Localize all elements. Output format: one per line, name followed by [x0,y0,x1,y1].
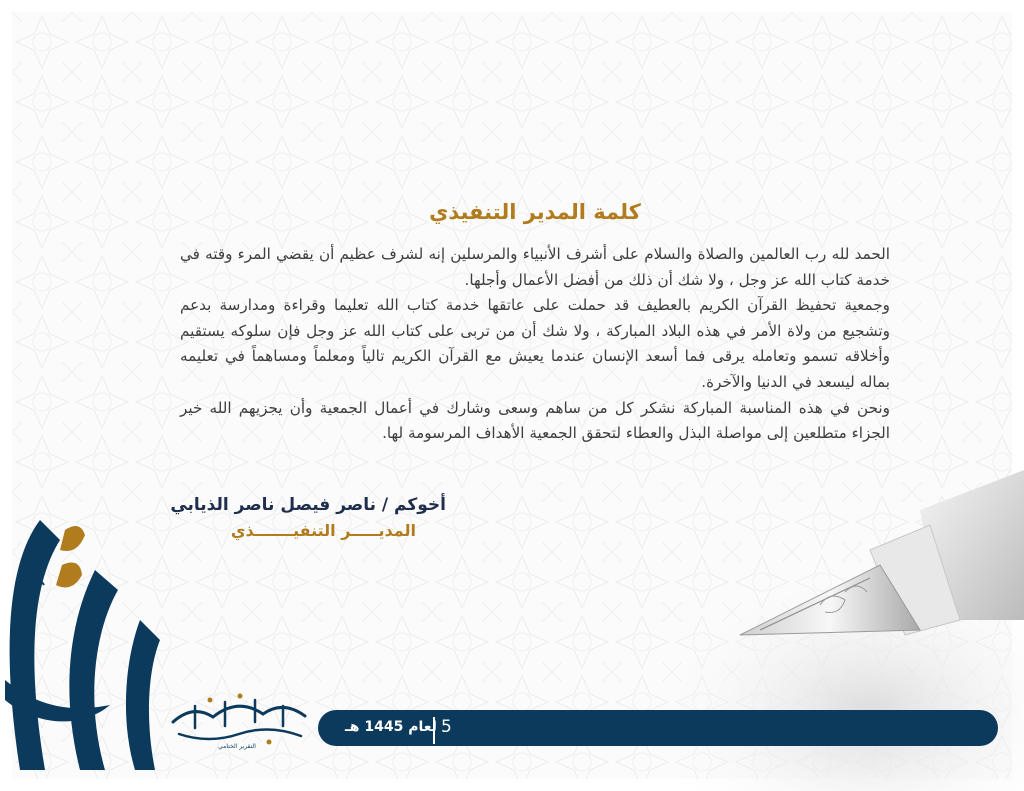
body-paragraph-3: ونحن في هذه المناسبة المباركة نشكر كل من ساهم وسعى وشارك في أعمال الجمعية وأن يجزيهم الله خير الجزاء متطلعين إلى مواصلة البذل والعطاء لتحقق الجمعية الأهداف المرسومة لها. [180,398,890,443]
body-paragraph-1: الحمد لله رب العالمين والصلاة والسلام على أشرف الأنبياء والمرسلين إنه لشرف عظيم أن يقضي المرء وقته في خدمة كتاب الله عز وجل ، ولا شك أن ذلك من أفضل الأعمال وأجلها. [180,245,890,289]
page-title: كلمة المدير التنفيذي [429,200,641,224]
report-year: لعام 1445 هـ [345,719,437,735]
report-logo [165,688,310,750]
body-paragraph-2: وجمعية تحفيظ القرآن الكريم بالعطيف قد حملت على عاتقها خدمة كتاب الله تعليما وقراءة ومدارسة بدعم وتشجيع من ولاة الأمر في هذه البلاد المباركة ، ولا شك أن من تربى على كتاب الله عز وجل فإن سلوكه يستقيم وأخلاقه تسمو وتعامله يرقى فما أسعد الإنسان عندما يعيش مع القرآن الكريم تالياً ومعلماً ومساهماً في تعليمه بماله ليسعد في الدنيا والآخرة. [180,296,890,391]
signature-name: أخوكم / ناصر فيصل ناصر الذيابي [170,495,446,515]
signature-block [170,492,446,544]
logo-text: التقرير الختامي [218,743,256,750]
calligraphy-decoration-icon [0,500,170,791]
signature-role: المديـــــر التنفيـــــــذي [230,521,416,540]
page-number: 5 [441,717,452,737]
main-content [180,200,890,447]
